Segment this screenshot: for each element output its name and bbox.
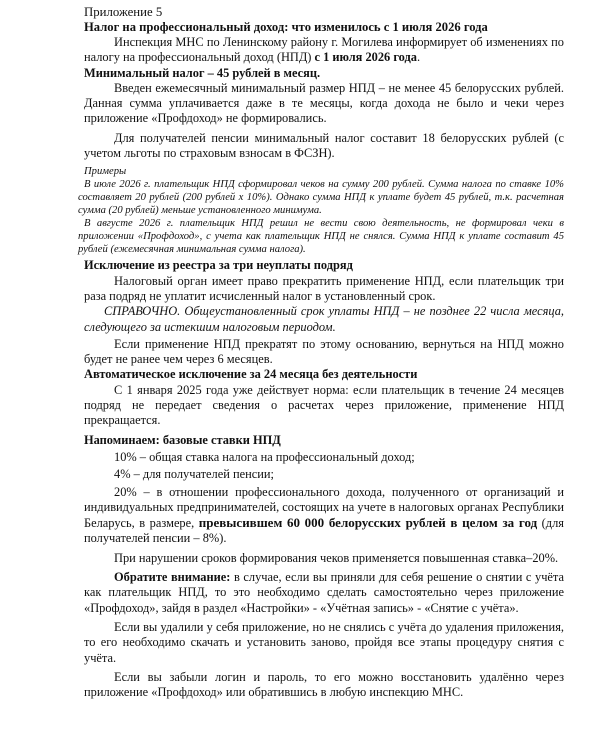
- rate-item-3-end: (для получателей пенсии – 8%).: [84, 516, 564, 546]
- exclusion-paragraph-2: Если применение НПД прекратят по этому основанию, вернуться на НПД можно будет не ранее чем через 6 месяцев.: [84, 336, 564, 367]
- document-title: Налог на профессиональный доход: что изменилось с 1 июля 2026 года: [84, 20, 488, 34]
- auto-exclusion-paragraph: С 1 января 2025 года уже действует норма: если плательщик в течение 24 месяцев подряд не передает сведения о расчетах через приложение, применение НПД прекращается.: [84, 382, 564, 428]
- examples-label: Примеры: [84, 166, 127, 178]
- example-1-text: В июле 2026 г. плательщик НПД сформировал чеков на сумму 200 рублей. Сумма налога по ставке 10% составляет 20 рублей (200 рублей х 10%). Однако сумма НПД к уплате будет 45 рублей, т.к. расчетная сумма (20 рублей) меньше установленного минимума.: [78, 179, 564, 217]
- example-2: [78, 217, 564, 256]
- section-heading-exclusion: Исключение из реестра за три неуплаты подряд: [84, 258, 353, 273]
- rate-item-2: 4% – для получателей пенсии;: [114, 467, 274, 482]
- rate-item-3: [84, 485, 564, 547]
- example-2-text: В августе 2026 г. плательщик НПД решил не вести свою деятельность, не формировал чеки в приложении «Профдоход», с учета как плательщик НПД не снялся. Сумма НПД к уплате составит 45 рублей (ежемесячная минимальная сумма налога).: [78, 218, 564, 256]
- exclusion-paragraph-1: Налоговый орган имеет право прекратить применение НПД, если плательщик три раза подряд не уплатит исчисленный налог в установленный срок.: [84, 273, 564, 303]
- attention-paragraph-3: Если вы забыли логин и пароль, то его можно восстановить удалённо через приложение «Профдоход» или обратившись в любую инспекцию МНС.: [84, 669, 564, 700]
- attention-paragraph-2: Если вы удалили у себя приложение, но не снялись с учёта до удаления приложения, то его необходимо скачать и установить заново, пройдя все этапы процедуру снятия с учёта.: [84, 619, 564, 665]
- section-heading-min-tax: Минимальный налог – 45 рублей в месяц.: [84, 65, 321, 80]
- attachment-label: Приложение 5: [84, 5, 163, 19]
- violation-paragraph: При нарушении сроков формирования чеков применяется повышенная ставка–20%.: [114, 550, 559, 565]
- section-heading-rates: Напоминаем: базовые ставки НПД: [84, 432, 281, 447]
- example-1: [78, 178, 564, 217]
- rate-item-1: 10% – общая ставка налога на профессиональный доход;: [114, 449, 415, 464]
- attention-text: в случае, если вы приняли для себя решение о снятии с учёта как плательщик НПД, то это необходимо сделать самостоятельно через приложение «Профдоход», зайдя в раздел «Настройки» - «Учётная запись» - «Снятие с учёта».: [84, 570, 564, 615]
- intro-end: .: [416, 50, 421, 65]
- attention-label: Обратите внимание:: [114, 570, 231, 585]
- rate-item-3-text: 20% – в отношении профессионального дохода, полученного от организаций и индивидуальных предпринимателей, состоящих на учете в налоговых органах Республики Беларусь, в размере,: [84, 484, 564, 531]
- min-tax-paragraph-2: Для получателей пенсии минимальный налог составит 18 белорусских рублей (с учетом льготы по страховым взносам в ФСЗН).: [84, 130, 564, 161]
- attention-paragraph: [84, 570, 564, 616]
- section-heading-auto-exclusion: Автоматическое исключение за 24 месяца без деятельности: [84, 367, 418, 382]
- min-tax-paragraph-1: Введен ежемесячный минимальный размер НПД – не менее 45 белорусских рублей. Данная сумма уплачивается даже в те месяцы, когда дохода не было и чеки через приложение «Профдоход» не формировались.: [84, 80, 564, 126]
- rate-item-3-threshold: превысившем 60 000 белорусских рублей в целом за год: [198, 515, 538, 531]
- intro-text: Инспекция МНС по Ленинскому району г. Могилева информирует об изменениях по налогу на профессиональный доход (НПД): [84, 35, 564, 65]
- intro-date: с 1 июля 2026 года: [314, 50, 417, 65]
- intro-paragraph: [84, 35, 564, 66]
- reference-note: СПРАВОЧНО. Общеустановленный срок уплаты НПД – не позднее 22 числа месяца, следующего за истекшим налоговым периодом.: [84, 304, 564, 334]
